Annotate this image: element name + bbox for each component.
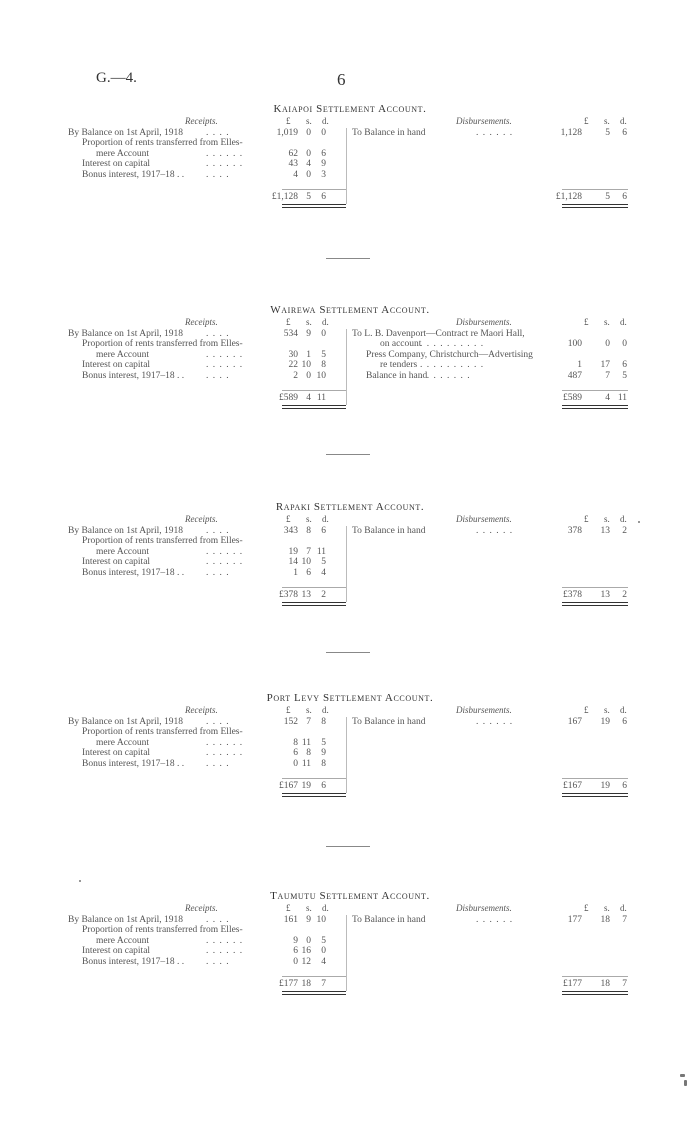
amount-pounds: £167 [279, 781, 298, 791]
currency-pound-head: £ [584, 903, 589, 913]
amount-shillings: 19 [600, 781, 610, 791]
amount-shillings: 11 [301, 758, 311, 769]
amount-pence: 8 [321, 717, 326, 727]
disbursement-line: on account [380, 339, 422, 350]
amount-pence: 5 [321, 557, 326, 568]
amount-pence: 8 [321, 758, 326, 769]
receipts-heading: Receipts. [185, 317, 218, 327]
receipt-line: mere Account [96, 737, 150, 748]
total-double-rule [282, 602, 346, 606]
amount-pence: 4 [321, 956, 326, 967]
amount-pence: 6 [622, 192, 627, 202]
leader-dots: . . . . [206, 169, 230, 180]
settlement-account [0, 502, 700, 622]
leader-dots: . . . . [206, 370, 230, 381]
amount-shillings: 8 [306, 748, 311, 759]
amount-pounds: £177 [279, 979, 298, 989]
page-header [0, 70, 700, 90]
account-title [0, 693, 700, 703]
amount-shillings: 4 [306, 159, 311, 170]
receipt-line: Interest on capital [82, 557, 151, 568]
currency-pound-head: £ [286, 317, 291, 327]
total-double-rule [282, 793, 346, 797]
amount-shillings: 0 [605, 339, 610, 350]
leader-dots: . . . . . . [476, 915, 514, 925]
amount-pounds: 167 [567, 717, 582, 727]
amount-shillings: 8 [306, 526, 311, 536]
amount-pence: 6 [321, 192, 326, 202]
total-double-rule [282, 991, 346, 995]
currency-pound-head: £ [584, 705, 589, 715]
subtotal-rule [562, 976, 628, 977]
receipt-line: mere Account [96, 935, 150, 946]
disbursement-line: Balance in hand [366, 370, 428, 381]
amount-pounds: £167 [563, 781, 582, 791]
amount-shillings: 0 [306, 935, 311, 946]
currency-shilling-head: s. [306, 705, 312, 715]
amount-pence: 5 [321, 349, 326, 360]
amount-shillings: 7 [306, 717, 311, 727]
amount-pounds: 1 [293, 567, 298, 578]
currency-pound-head: £ [286, 705, 291, 715]
amount-shillings: 9 [306, 915, 311, 925]
amount-shillings: 6 [306, 567, 311, 578]
section-separator [326, 258, 370, 259]
amount-pence: 11 [617, 393, 627, 403]
amount-pounds: 19 [288, 546, 298, 557]
amount-pounds: 177 [567, 915, 582, 925]
leader-dots: . . . . . . [206, 159, 244, 170]
amount-pence: 10 [316, 370, 326, 381]
receipt-line: By Balance on 1st April, 1918 [68, 329, 184, 339]
leader-dots: . . . . [206, 915, 230, 925]
currency-pound-head: £ [286, 116, 291, 126]
amount-shillings: 7 [306, 546, 311, 557]
amount-pounds: 62 [288, 148, 298, 159]
receipt-line: mere Account [96, 349, 150, 360]
amount-pounds: £1,128 [271, 192, 298, 202]
disbursements-heading: Disbursements. [456, 116, 512, 126]
amount-pounds: 1,128 [560, 128, 582, 138]
amount-pounds: 8 [293, 737, 298, 748]
subtotal-rule [282, 390, 346, 391]
leader-dots: . . . . [206, 717, 230, 727]
amount-shillings: 5 [306, 192, 311, 202]
leader-dots: . . . . . . [206, 748, 244, 759]
amount-shillings: 13 [600, 590, 610, 600]
total-double-rule [282, 204, 346, 208]
leader-dots: . . . . . . [476, 128, 514, 138]
amount-shillings: 19 [600, 717, 610, 727]
amount-pence: 10 [316, 915, 326, 925]
receipt-line: Proportion of rents transferred from Elles- [82, 727, 243, 738]
leader-dots: . . . . [206, 128, 230, 138]
receipts-heading: Receipts. [185, 514, 218, 524]
amount-pounds: 378 [567, 526, 582, 536]
leader-dots: . . . . . . [206, 349, 244, 360]
amount-shillings: 5 [605, 192, 610, 202]
receipt-line: Bonus interest, 1917–18 . . [82, 567, 185, 578]
currency-pound-head: £ [286, 903, 291, 913]
page-number: 6 [337, 70, 346, 89]
subtotal-rule [562, 390, 628, 391]
amount-pence: 5 [321, 737, 326, 748]
amount-pounds: 343 [283, 526, 298, 536]
leader-dots: . . . . . . [206, 737, 244, 748]
amount-pence: 7 [622, 915, 627, 925]
account-title [0, 502, 700, 512]
currency-shilling-head: s. [604, 514, 610, 524]
amount-pounds: £589 [563, 393, 582, 403]
total-double-rule [562, 793, 628, 797]
amount-pounds: 4 [293, 169, 298, 180]
receipt-line: Bonus interest, 1917–18 . . [82, 956, 185, 967]
account-title-text: Taumutu Settlement Account. [270, 890, 430, 902]
amount-pence: 2 [622, 526, 627, 536]
column-divider [346, 717, 347, 793]
amount-shillings: 18 [301, 979, 311, 989]
currency-shilling-head: s. [604, 116, 610, 126]
amount-pounds: 9 [293, 935, 298, 946]
scan-speck [79, 880, 81, 882]
column-divider [346, 526, 347, 602]
amount-pounds: 22 [288, 360, 298, 371]
receipt-line: Proportion of rents transferred from Elles- [82, 339, 243, 350]
amount-shillings: 1 [306, 349, 311, 360]
leader-dots: . . . . . . [206, 935, 244, 946]
account-title [0, 104, 700, 114]
subtotal-rule [282, 976, 346, 977]
amount-shillings: 19 [301, 781, 311, 791]
receipt-line: By Balance on 1st April, 1918 [68, 128, 184, 138]
amount-pence: 6 [622, 128, 627, 138]
amount-pence: 2 [622, 590, 627, 600]
receipt-line: Proportion of rents transferred from Elles- [82, 536, 243, 547]
amount-shillings: 5 [605, 128, 610, 138]
amount-pence: 6 [321, 526, 326, 536]
amount-pounds: 0 [293, 956, 298, 967]
currency-shilling-head: s. [604, 317, 610, 327]
currency-shilling-head: s. [306, 903, 312, 913]
amount-pence: 11 [316, 546, 326, 557]
disbursements-heading: Disbursements. [456, 514, 512, 524]
subtotal-rule [562, 189, 628, 190]
amount-pence: 6 [622, 360, 627, 371]
currency-pence-head: d. [322, 514, 329, 524]
receipt-line: Bonus interest, 1917–18 . . [82, 758, 185, 769]
receipt-line: Interest on capital [82, 748, 151, 759]
amount-pence: 11 [316, 393, 326, 403]
amount-shillings: 18 [600, 915, 610, 925]
amount-pence: 0 [321, 329, 326, 339]
leader-dots: . . . . . . [206, 360, 244, 371]
amount-pence: 3 [321, 169, 326, 180]
leader-dots: . . . . [206, 329, 230, 339]
amount-shillings: 13 [301, 590, 311, 600]
total-double-rule [562, 991, 628, 995]
amount-pounds: 152 [283, 717, 298, 727]
amount-shillings: 18 [600, 979, 610, 989]
account-title [0, 891, 700, 901]
receipt-line: Bonus interest, 1917–18 . . [82, 169, 185, 180]
currency-pence-head: d. [620, 705, 627, 715]
currency-shilling-head: s. [604, 705, 610, 715]
total-double-rule [282, 405, 346, 409]
leader-dots: . . . . [206, 758, 230, 769]
amount-pence: 6 [622, 781, 627, 791]
amount-pounds: £378 [279, 590, 298, 600]
scan-speck [638, 521, 640, 523]
receipt-line: Proportion of rents transferred from Elles- [82, 925, 243, 936]
amount-pounds: 100 [567, 339, 582, 350]
amount-shillings: 17 [600, 360, 610, 371]
amount-pounds: 6 [293, 748, 298, 759]
leader-dots: . . . . . . . . [420, 370, 471, 381]
amount-pounds: £1,128 [555, 192, 582, 202]
receipt-line: mere Account [96, 148, 150, 159]
currency-shilling-head: s. [306, 514, 312, 524]
receipt-line: Bonus interest, 1917–18 . . [82, 370, 185, 381]
amount-pounds: £177 [563, 979, 582, 989]
disbursement-line: Press Company, Christchurch—Advertising [366, 349, 533, 360]
amount-shillings: 4 [306, 393, 311, 403]
leader-dots: . . . . . . . . . . [420, 360, 485, 371]
section-separator [326, 454, 370, 455]
account-title-text: Rapaki Settlement Account. [275, 501, 425, 513]
total-double-rule [562, 204, 628, 208]
currency-pence-head: d. [322, 116, 329, 126]
disbursement-line: To Balance in hand [352, 915, 426, 925]
disbursement-line: re tenders [380, 360, 418, 371]
disbursements-heading: Disbursements. [456, 705, 512, 715]
amount-pence: 6 [321, 148, 326, 159]
amount-pounds: 6 [293, 946, 298, 957]
amount-shillings: 0 [306, 370, 311, 381]
leader-dots: . . . . . . . . . . [420, 339, 485, 350]
leader-dots: . . . . [206, 956, 230, 967]
amount-shillings: 13 [600, 526, 610, 536]
amount-pence: 5 [321, 935, 326, 946]
column-divider [346, 128, 347, 204]
amount-pence: 7 [622, 979, 627, 989]
total-double-rule [562, 602, 628, 606]
column-divider [346, 915, 347, 991]
amount-pence: 7 [321, 979, 326, 989]
amount-pounds: 161 [283, 915, 298, 925]
document-code: G.—4. [96, 70, 137, 86]
account-title [0, 305, 700, 315]
amount-pence: 6 [622, 717, 627, 727]
receipt-line: mere Account [96, 546, 150, 557]
amount-pence: 0 [321, 128, 326, 138]
amount-pence: 9 [321, 748, 326, 759]
column-divider [346, 329, 347, 405]
amount-pounds: £378 [563, 590, 582, 600]
currency-pence-head: d. [322, 903, 329, 913]
receipt-line: Proportion of rents transferred from Elles- [82, 138, 243, 149]
receipts-heading: Receipts. [185, 116, 218, 126]
receipt-line: Interest on capital [82, 360, 151, 371]
amount-shillings: 12 [301, 956, 311, 967]
amount-pounds: 2 [293, 370, 298, 381]
disbursement-line: To Balance in hand [352, 717, 426, 727]
subtotal-rule [282, 587, 346, 588]
account-title-text: Kaiapoi Settlement Account. [273, 103, 427, 115]
amount-shillings: 0 [306, 169, 311, 180]
disbursement-line: To Balance in hand [352, 128, 426, 138]
amount-shillings: 4 [605, 393, 610, 403]
leader-dots: . . . . . . [206, 946, 244, 957]
amount-pounds: 30 [288, 349, 298, 360]
currency-pound-head: £ [584, 317, 589, 327]
receipt-line: By Balance on 1st April, 1918 [68, 717, 184, 727]
amount-shillings: 11 [301, 737, 311, 748]
receipt-line: By Balance on 1st April, 1918 [68, 915, 184, 925]
currency-pound-head: £ [286, 514, 291, 524]
currency-pence-head: d. [620, 116, 627, 126]
currency-pence-head: d. [322, 705, 329, 715]
receipt-line: By Balance on 1st April, 1918 [68, 526, 184, 536]
receipts-heading: Receipts. [185, 705, 218, 715]
amount-shillings: 10 [301, 557, 311, 568]
subtotal-rule [562, 587, 628, 588]
amount-pounds: 1 [577, 360, 582, 371]
amount-shillings: 7 [605, 370, 610, 381]
currency-pence-head: d. [620, 317, 627, 327]
section-separator [326, 846, 370, 847]
amount-pence: 6 [321, 781, 326, 791]
disbursement-line: To Balance in hand [352, 526, 426, 536]
amount-pounds: 14 [288, 557, 298, 568]
amount-pence: 0 [622, 339, 627, 350]
subtotal-rule [282, 778, 346, 779]
amount-pence: 9 [321, 159, 326, 170]
amount-shillings: 10 [301, 360, 311, 371]
currency-pence-head: d. [322, 317, 329, 327]
leader-dots: . . . . . . [206, 148, 244, 159]
disbursements-heading: Disbursements. [456, 317, 512, 327]
currency-shilling-head: s. [604, 903, 610, 913]
settlement-account [0, 305, 700, 425]
amount-pounds: 534 [283, 329, 298, 339]
disbursement-line: To L. B. Davenport—Contract re Maori Hall, [352, 329, 525, 339]
leader-dots: . . . . [206, 526, 230, 536]
disbursements-heading: Disbursements. [456, 903, 512, 913]
leader-dots: . . . . . . [206, 557, 244, 568]
amount-shillings: 16 [301, 946, 311, 957]
currency-pound-head: £ [584, 116, 589, 126]
settlement-account [0, 104, 700, 224]
subtotal-rule [282, 189, 346, 190]
total-double-rule [562, 405, 628, 409]
receipt-line: Interest on capital [82, 946, 151, 957]
section-separator [326, 652, 370, 653]
settlement-account [0, 891, 700, 1011]
leader-dots: . . . . . . [476, 717, 514, 727]
amount-pence: 5 [622, 370, 627, 381]
currency-pence-head: d. [620, 514, 627, 524]
leader-dots: . . . . . . [476, 526, 514, 536]
currency-pence-head: d. [620, 903, 627, 913]
amount-shillings: 0 [306, 128, 311, 138]
scan-speck [680, 1074, 685, 1077]
receipt-line: Interest on capital [82, 159, 151, 170]
receipts-heading: Receipts. [185, 903, 218, 913]
currency-shilling-head: s. [306, 116, 312, 126]
subtotal-rule [562, 778, 628, 779]
account-title-text: Wairewa Settlement Account. [270, 304, 430, 316]
amount-pounds: 1,019 [276, 128, 298, 138]
leader-dots: . . . . . . [206, 546, 244, 557]
amount-pounds: 487 [567, 370, 582, 381]
account-title-text: Port Levy Settlement Account. [266, 692, 434, 704]
settlement-account [0, 693, 700, 813]
amount-pence: 2 [321, 590, 326, 600]
amount-shillings: 0 [306, 148, 311, 159]
amount-pounds: 0 [293, 758, 298, 769]
amount-shillings: 9 [306, 329, 311, 339]
amount-pence: 8 [321, 360, 326, 371]
currency-shilling-head: s. [306, 317, 312, 327]
scan-speck [684, 1080, 687, 1086]
amount-pounds: 43 [288, 159, 298, 170]
amount-pence: 0 [321, 946, 326, 957]
currency-pound-head: £ [584, 514, 589, 524]
amount-pounds: £589 [279, 393, 298, 403]
leader-dots: . . . . [206, 567, 230, 578]
amount-pence: 4 [321, 567, 326, 578]
